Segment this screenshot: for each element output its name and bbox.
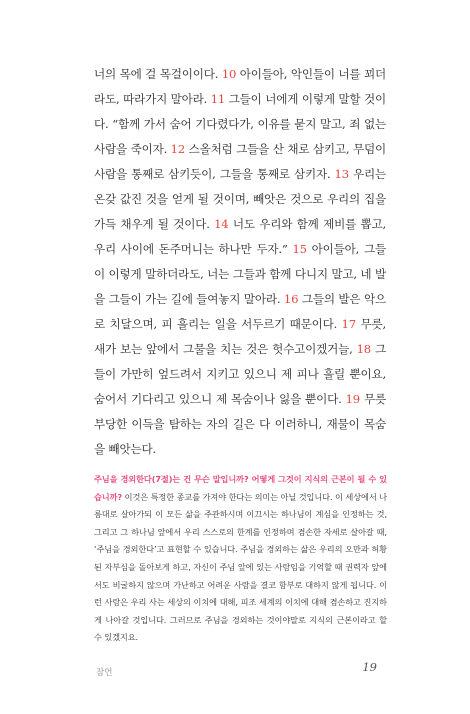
verse-number: 15 [292, 242, 307, 256]
verse-text: 스올처럼 그들을 산 채로 삼키고, 무덤이 사람을 통째로 삼키듯이, 그들을 통째로 삼키자. [94, 142, 386, 181]
verse-text: 무릇 부당한 이득을 탐하는 자의 길은 다 이러하니, 재물이 목숨을 빼앗는다. [94, 392, 386, 456]
verse-number: 10 [221, 67, 237, 81]
verse-number: 17 [341, 317, 356, 331]
verse-text: 아이들아, 그들이 이렇게 말하더라도, 너는 그들과 함께 다니지 말고, 네 발을 그들이 가는 길에 들여놓지 말아라. [94, 242, 386, 306]
verse-number: 18 [356, 342, 371, 356]
verse-number: 12 [170, 142, 186, 156]
verse-text: 그들이 가만히 엎드려서 지키고 있으니 제 피나 흘릴 뿐이요, 숨어서 기다리고 있으니 제 목숨이나 잃을 뿐이다. [94, 342, 386, 406]
verse-fragment [94, 67, 222, 81]
commentary-question: 주님을 경외한다(7절)는 건 무슨 말입니까? 어떻게 그것이 지식의 근본이 될 수 있습니까? [94, 474, 387, 502]
commentary-box [94, 471, 387, 647]
verse-text: 그들이 너에게 이렇게 말할 것이다. “함께 가서 숨어 기다렸다가, 이유를 묻지 말고, 죄 없는 사람을 죽이자. [94, 92, 386, 156]
verse-number: 14 [214, 217, 229, 231]
verse-text: 무릇, 새가 보는 앞에서 그물을 치는 것은 헛수고이겠거늘, [94, 317, 386, 356]
verse-text: 너도 우리와 함께 제비를 뽑고, 우리 사이에 돈주머니는 하나만 두자.” [94, 217, 386, 256]
verse-number: 19 [345, 392, 360, 406]
verse-text: 너의 목에 걸 목걸이이다. [94, 67, 222, 81]
verse-text: 우리는 온갖 값진 것을 얻게 될 것이며, 빼앗은 것으로 우리의 집을 가득 채우게 될 것이다. [94, 167, 386, 231]
commentary-answer: 이것은 특정한 종교를 가져야 한다는 의미는 아닐 것입니다. 이 세상에서 나름대로 살아가되 이 모든 삶을 주관하시며 이끄시는 하나님이 계심을 인정하는 것, 그리고 그 하나님 앞에서 우리 스스로의 한계를 인정하며 겸손한 자세로 살아갈 때, ‘주님을 경외한다’고 표현할 수 있습니다. 주님을 경외하는 삶은 우리의 오만과 허황된 자부심을 돌아보게 하고, 자신이 주님 앞에 있는 사람임을 기억할 때 권력자 앞에서도 비굴하지 않으며 가난하고 어려운 사람을 결코 함부로 대하지 않게 됩니다. 이런 사람은 우리 사는 세상의 이치에 대해, 피조 세계의 이치에 대해 겸손하고 진지하게 나아갈 것입니다. 그러므로 주님을 경외하는 것이야말로 지식의 근본이라고 할 수 있겠지요. [94, 491, 387, 643]
running-footer-book-title: 잠언 [96, 668, 113, 678]
verse-number: 13 [334, 167, 349, 181]
page-number: 19 [362, 660, 377, 674]
verse-text: 아이들아, 악인들이 너를 꾀더라도, 따라가지 말아라. [94, 67, 386, 106]
verse-number: 11 [210, 92, 226, 106]
verse-number: 16 [283, 292, 299, 306]
scripture-text [94, 62, 386, 462]
verse-text: 그들의 발은 악으로 치달으며, 피 흘리는 일을 서두르기 때문이다. [94, 292, 386, 331]
